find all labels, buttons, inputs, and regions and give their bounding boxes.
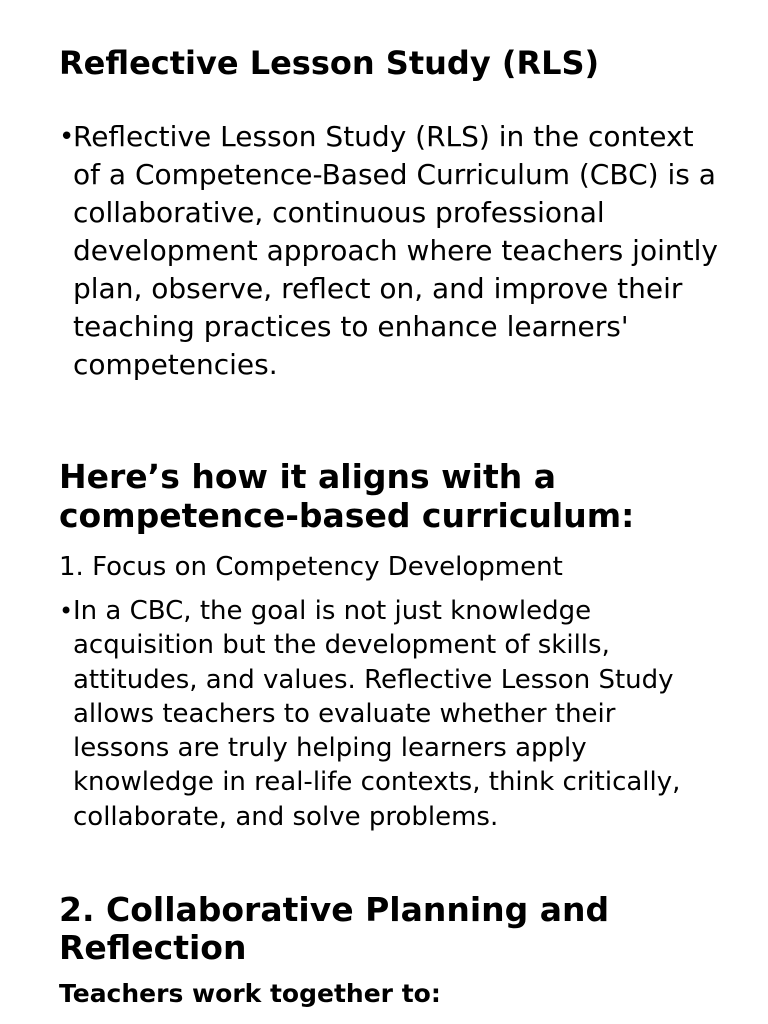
bullet-marker: • — [59, 597, 74, 625]
intro-bullet — [59, 118, 719, 384]
point2-heading: 2. Collaborative Planning and Reflection — [59, 890, 610, 967]
point2-subheading: Teachers work together to: — [59, 979, 441, 1008]
bullet-marker: • — [59, 122, 75, 152]
page-title: Reflective Lesson Study (RLS) — [59, 44, 600, 82]
point1-bullet — [59, 594, 709, 834]
point1-heading: 1. Focus on Competency Development — [59, 552, 563, 582]
point1-bullet-text: In a CBC, the goal is not just knowledge acquisition but the development of skills, attitudes, and values. Reflective Lesson Study allows teachers to evaluate whether their lessons are truly helping learners apply knowledge in real-life contexts, think critically, collaborate, and solve problems. — [73, 596, 681, 832]
alignment-heading: Here’s how it aligns with a competence-based curriculum: — [59, 457, 635, 535]
intro-bullet-text: Reflective Lesson Study (RLS) in the context of a Competence-Based Curriculum (CBC) is a collaborative, continuous professional development approach where teachers jointly plan, observe, reflect on, and improve their teaching practices to enhance learners' competencies. — [73, 120, 718, 381]
